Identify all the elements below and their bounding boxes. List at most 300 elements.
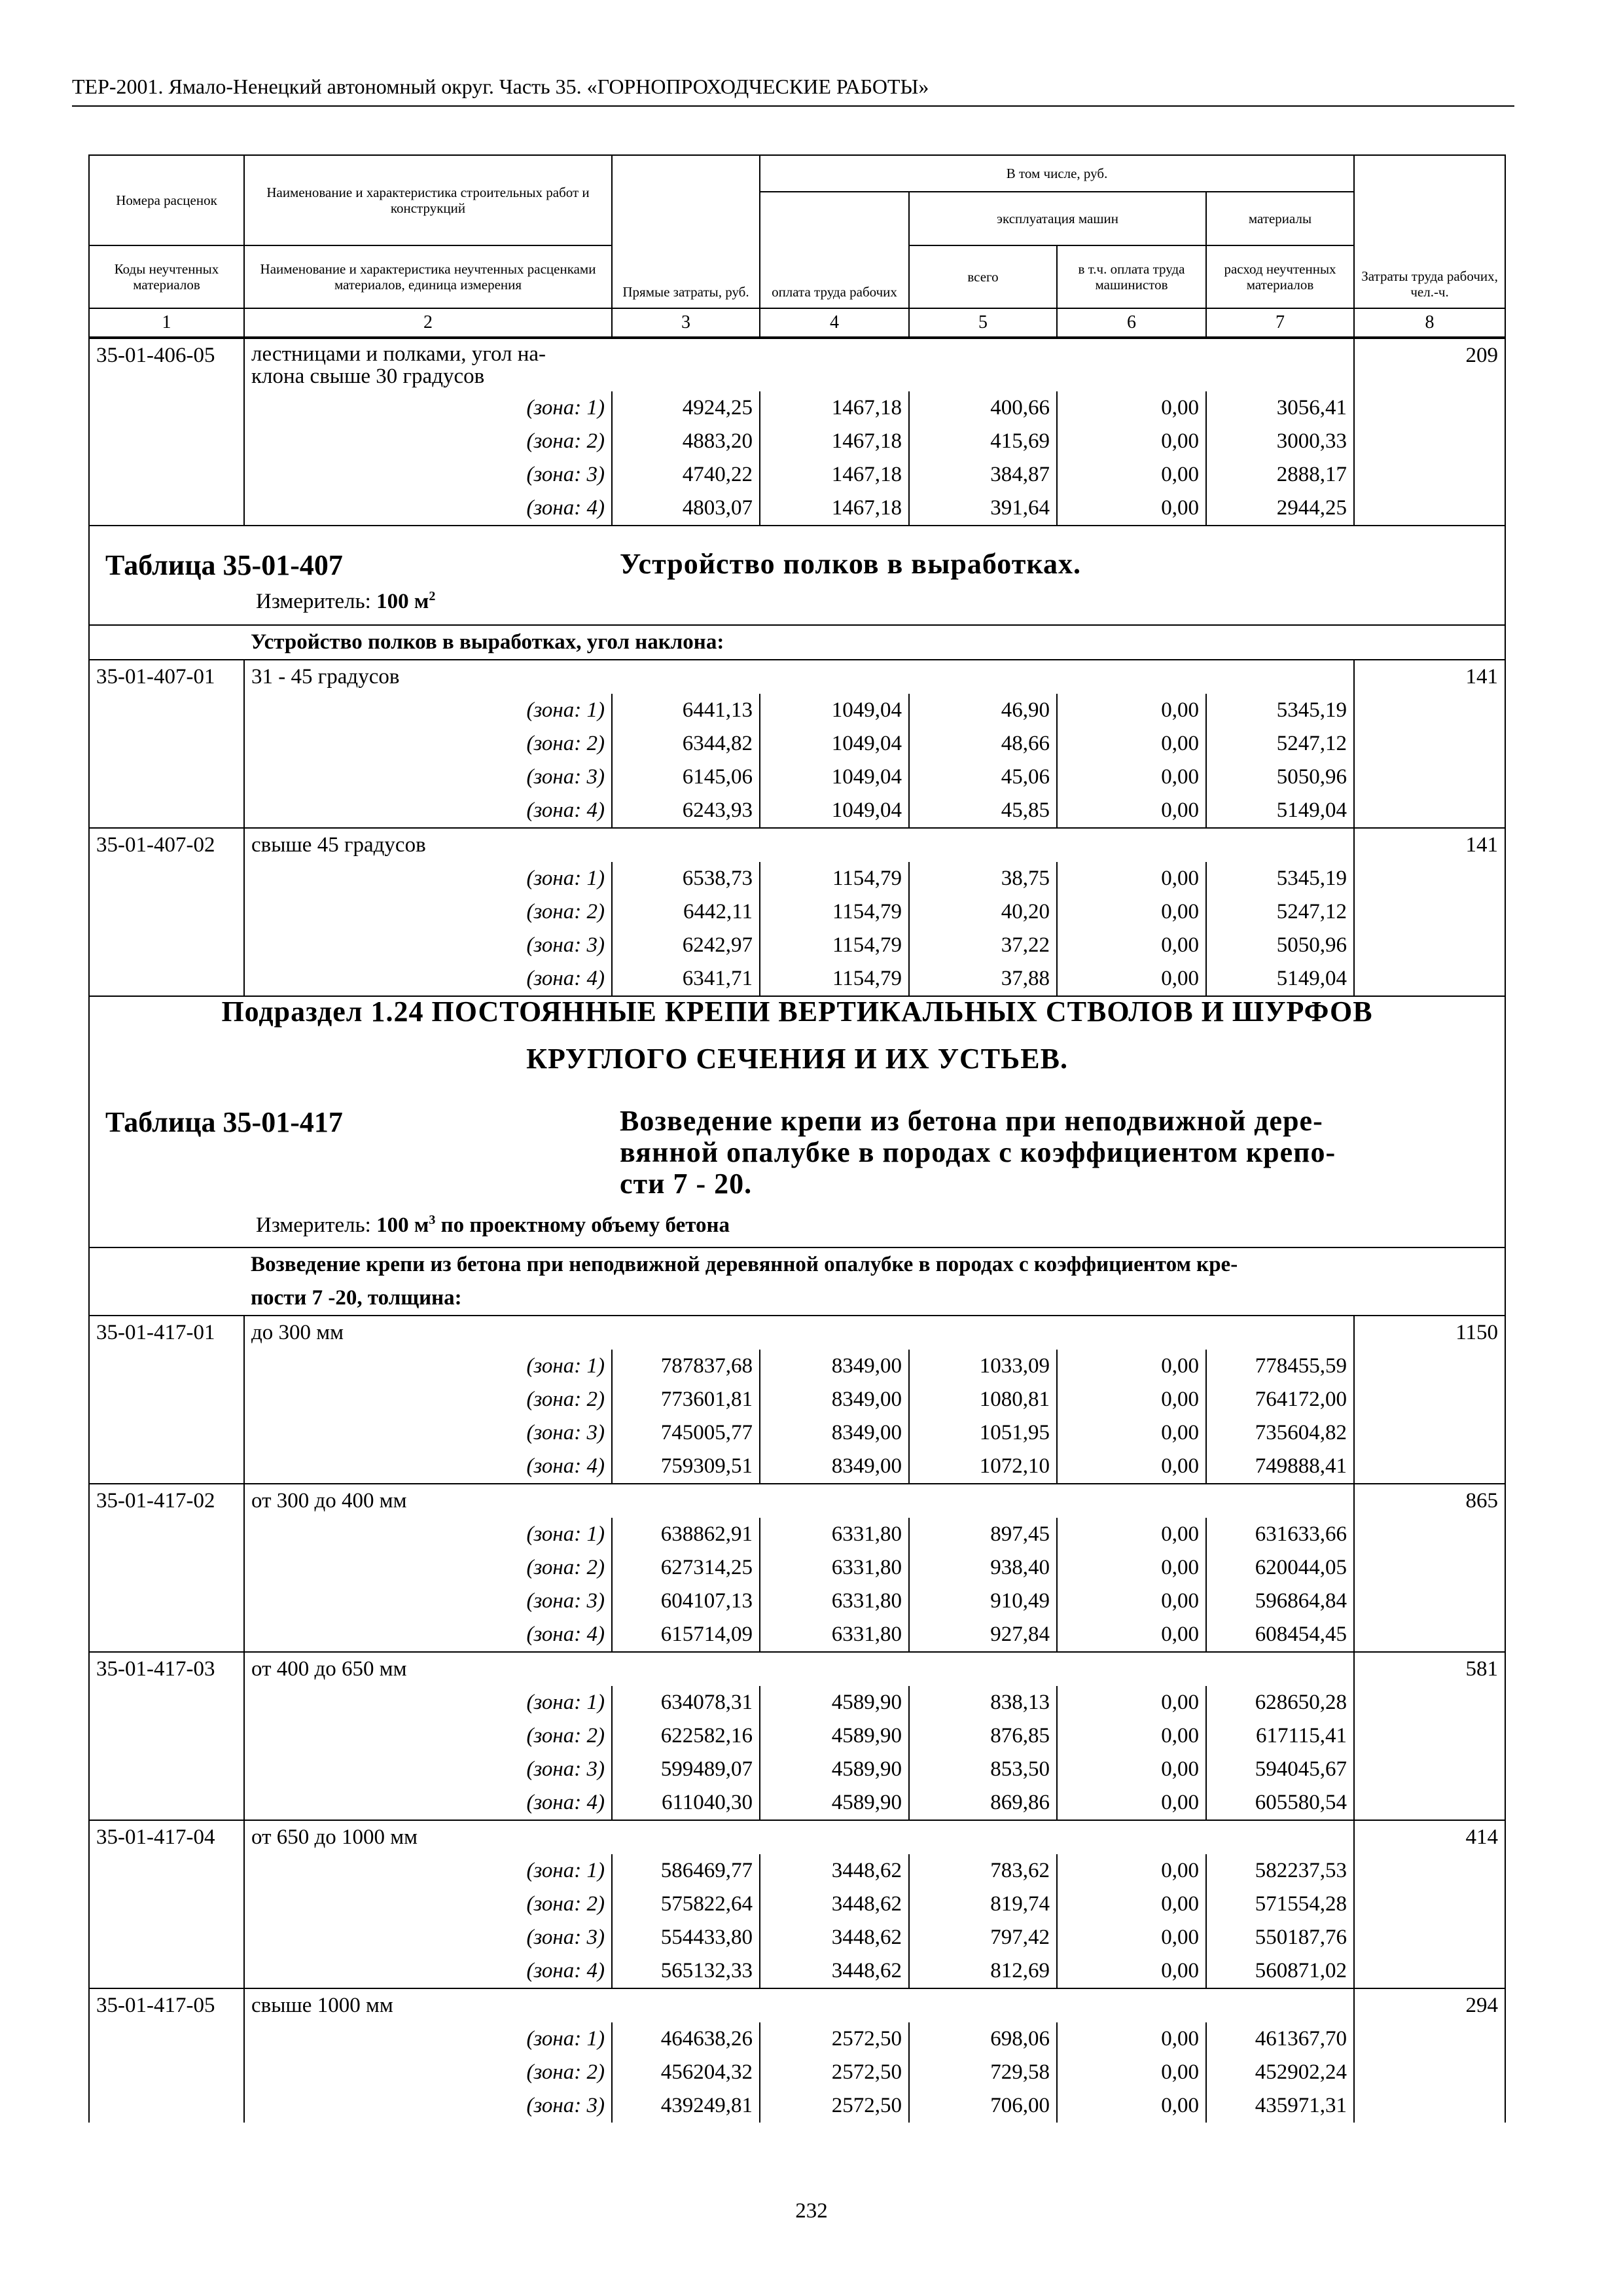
rate-code: 35-01-417-04 (90, 1820, 244, 1988)
machines-total: 48,66 (909, 727, 1057, 761)
wages: 1467,18 (760, 391, 909, 425)
header-rule (72, 105, 1514, 107)
labor-empty (1354, 1954, 1505, 1988)
rate-row (90, 1484, 1505, 1518)
direct-cost: 615714,09 (612, 1618, 760, 1652)
wages: 1049,04 (760, 694, 909, 727)
wages: 2572,50 (760, 2022, 909, 2056)
zone-row (90, 1350, 1505, 1383)
rate-name: до 300 мм (244, 1316, 1354, 1350)
rate-row (90, 1316, 1505, 1350)
col-num: 3 (612, 308, 760, 337)
column-numbers-row (90, 308, 1505, 337)
materials: 571554,28 (1206, 1888, 1354, 1921)
direct-cost: 6242,97 (612, 929, 760, 962)
labor-empty (1354, 2022, 1505, 2056)
labor-empty (1354, 2089, 1505, 2123)
rate-name (244, 338, 1354, 391)
table-407-title: Устройство полков в выработках. (620, 548, 1082, 580)
direct-cost: 611040,30 (612, 1786, 760, 1820)
zone-label: (зона: 2) (244, 425, 612, 458)
machinist-wages: 0,00 (1057, 1416, 1206, 1450)
machinist-wages: 0,00 (1057, 391, 1206, 425)
rows-417 (90, 1247, 1505, 2123)
col-header-including: В том числе, руб. (760, 155, 1354, 192)
rate-code: 35-01-406-05 (90, 338, 244, 525)
zone-label: (зона: 2) (244, 1888, 612, 1921)
materials: 3056,41 (1206, 391, 1354, 425)
machinist-wages: 0,00 (1057, 694, 1206, 727)
materials: 594045,67 (1206, 1753, 1354, 1786)
zone-label: (зона: 4) (244, 962, 612, 996)
labor-empty (1354, 425, 1505, 458)
wages: 1154,79 (760, 862, 909, 895)
direct-cost: 787837,68 (612, 1350, 760, 1383)
direct-cost: 638862,91 (612, 1518, 760, 1551)
table-407-group-caption: Устройство полков в выработках, угол наклона: (244, 625, 1505, 660)
col-header-machines-total: всего (909, 245, 1057, 308)
labor-empty (1354, 1618, 1505, 1652)
labor-empty (1354, 862, 1505, 895)
machines-total: 1072,10 (909, 1450, 1057, 1484)
rate-name: свыше 1000 мм (244, 1988, 1354, 2022)
rate-code: 35-01-407-01 (90, 660, 244, 828)
machinist-wages: 0,00 (1057, 1854, 1206, 1888)
materials: 620044,05 (1206, 1551, 1354, 1585)
labor-empty (1354, 1383, 1505, 1416)
machines-total: 37,22 (909, 929, 1057, 962)
table-417-group-caption (244, 1247, 1505, 1316)
rate-name-line: клона свыше 30 градусов (251, 365, 485, 388)
zone-label: (зона: 3) (244, 761, 612, 794)
labor-empty (1354, 1921, 1505, 1954)
rate-row (90, 1652, 1505, 1686)
machines-total: 876,85 (909, 1719, 1057, 1753)
labor-empty (1354, 1888, 1505, 1921)
zone-label: (зона: 3) (244, 1585, 612, 1618)
wages: 8349,00 (760, 1416, 909, 1450)
rows-407 (90, 624, 1505, 996)
labor-empty (1354, 458, 1505, 492)
labor-cost: 209 (1354, 338, 1505, 391)
labor-cost: 414 (1354, 1820, 1505, 1854)
machines-total: 45,06 (909, 761, 1057, 794)
rate-name: свыше 45 градусов (244, 828, 1354, 862)
wages: 2572,50 (760, 2089, 909, 2123)
machines-total: 706,00 (909, 2089, 1057, 2123)
zone-row (90, 962, 1505, 996)
col-header-direct-cost: Прямые затраты, руб. (612, 155, 760, 308)
wages: 1049,04 (760, 727, 909, 761)
machines-total: 838,13 (909, 1686, 1057, 1719)
machines-total: 853,50 (909, 1753, 1057, 1786)
zone-row (90, 2022, 1505, 2056)
machinist-wages: 0,00 (1057, 727, 1206, 761)
col-header-wages: оплата труда рабочих (760, 192, 909, 308)
rows-406 (90, 338, 1505, 525)
rate-row (90, 660, 1505, 694)
wages: 1154,79 (760, 929, 909, 962)
table-417-meter (256, 1213, 730, 1238)
direct-cost: 6243,93 (612, 794, 760, 828)
zone-row (90, 1383, 1505, 1416)
labor-empty (1354, 1551, 1505, 1585)
machinist-wages: 0,00 (1057, 1921, 1206, 1954)
zone-row (90, 391, 1505, 425)
labor-empty (1354, 694, 1505, 727)
machines-total: 1051,95 (909, 1416, 1057, 1450)
labor-empty (1354, 1786, 1505, 1820)
materials: 5247,12 (1206, 727, 1354, 761)
meter-label: Измеритель: (256, 1213, 371, 1237)
col-header-material-use: расход неучтенных материалов (1206, 245, 1354, 308)
group-row (90, 1247, 1505, 1316)
materials: 631633,66 (1206, 1518, 1354, 1551)
labor-cost: 141 (1354, 660, 1505, 694)
materials: 608454,45 (1206, 1618, 1354, 1652)
zone-row (90, 1719, 1505, 1753)
wages: 1049,04 (760, 794, 909, 828)
zone-row (90, 1551, 1505, 1585)
labor-empty (1354, 761, 1505, 794)
col-num: 4 (760, 308, 909, 337)
price-table (88, 154, 1506, 2123)
materials: 560871,02 (1206, 1954, 1354, 1988)
labor-cost: 865 (1354, 1484, 1505, 1518)
zone-label: (зона: 2) (244, 1551, 612, 1585)
machines-total: 415,69 (909, 425, 1057, 458)
materials: 435971,31 (1206, 2089, 1354, 2123)
materials: 5345,19 (1206, 862, 1354, 895)
zone-label: (зона: 2) (244, 2056, 612, 2089)
section-124-title-block (90, 996, 1505, 1247)
wages: 3448,62 (760, 1954, 909, 1988)
direct-cost: 745005,77 (612, 1416, 760, 1450)
wages: 6331,80 (760, 1618, 909, 1652)
machinist-wages: 0,00 (1057, 1786, 1206, 1820)
machines-total: 783,62 (909, 1854, 1057, 1888)
materials: 5345,19 (1206, 694, 1354, 727)
table-407-title-block (90, 525, 1505, 624)
rate-code: 35-01-417-03 (90, 1652, 244, 1820)
labor-empty (1354, 1416, 1505, 1450)
materials: 749888,41 (1206, 1450, 1354, 1484)
meter-value: 100 м (376, 590, 429, 613)
machinist-wages: 0,00 (1057, 1719, 1206, 1753)
wages: 1467,18 (760, 425, 909, 458)
rate-row (90, 338, 1505, 391)
materials: 5050,96 (1206, 761, 1354, 794)
direct-cost: 634078,31 (612, 1686, 760, 1719)
machinist-wages: 0,00 (1057, 929, 1206, 962)
direct-cost: 6145,06 (612, 761, 760, 794)
materials: 452902,24 (1206, 2056, 1354, 2089)
zone-label: (зона: 2) (244, 1383, 612, 1416)
machinist-wages: 0,00 (1057, 2022, 1206, 2056)
machinist-wages: 0,00 (1057, 1585, 1206, 1618)
zone-label: (зона: 3) (244, 1921, 612, 1954)
zone-label: (зона: 2) (244, 727, 612, 761)
machinist-wages: 0,00 (1057, 1954, 1206, 1988)
rate-row (90, 828, 1505, 862)
rate-name: 31 - 45 градусов (244, 660, 1354, 694)
col-header-name: Наименование и характеристика строительных работ и конструкций (244, 155, 612, 245)
zone-label: (зона: 1) (244, 1350, 612, 1383)
zone-label: (зона: 2) (244, 1719, 612, 1753)
zone-row (90, 1618, 1505, 1652)
zone-label: (зона: 3) (244, 1753, 612, 1786)
direct-cost: 6341,71 (612, 962, 760, 996)
machines-total: 729,58 (909, 2056, 1057, 2089)
zone-label: (зона: 3) (244, 1416, 612, 1450)
wages: 4589,90 (760, 1753, 909, 1786)
zone-label: (зона: 1) (244, 2022, 612, 2056)
zone-label: (зона: 3) (244, 2089, 612, 2123)
col-header-machines: эксплуатация машин (909, 192, 1206, 245)
machinist-wages: 0,00 (1057, 1551, 1206, 1585)
group-caption-line: Возведение крепи из бетона при неподвижной деревянной опалубке в породах с коэффициентом кре- (251, 1253, 1238, 1276)
zone-label: (зона: 4) (244, 794, 612, 828)
zone-row (90, 2089, 1505, 2123)
machinist-wages: 0,00 (1057, 458, 1206, 492)
machines-total: 698,06 (909, 2022, 1057, 2056)
zone-row (90, 1518, 1505, 1551)
direct-cost: 622582,16 (612, 1719, 760, 1753)
machines-total: 927,84 (909, 1618, 1057, 1652)
machines-total: 38,75 (909, 862, 1057, 895)
wages: 3448,62 (760, 1854, 909, 1888)
materials: 617115,41 (1206, 1719, 1354, 1753)
labor-empty (1354, 895, 1505, 929)
zone-row (90, 1888, 1505, 1921)
table-417-title-line: вянной опалубке в породах с коэффициентом крепо- (620, 1136, 1336, 1168)
wages: 6331,80 (760, 1585, 909, 1618)
col-num: 5 (909, 308, 1057, 337)
machines-total: 384,87 (909, 458, 1057, 492)
zone-row (90, 895, 1505, 929)
wages: 3448,62 (760, 1888, 909, 1921)
direct-cost: 4803,07 (612, 492, 760, 525)
wages: 4589,90 (760, 1786, 909, 1820)
zone-row (90, 1786, 1505, 1820)
meter-tail: по проектному объему бетона (435, 1213, 730, 1237)
col-num: 1 (90, 308, 244, 337)
col-header-materials: материалы (1206, 192, 1354, 245)
section-title-line1: Подраздел 1.24 ПОСТОЯННЫЕ КРЕПИ ВЕРТИКАЛЬНЫХ СТВОЛОВ И ШУРФОВ (221, 996, 1373, 1028)
direct-cost: 759309,51 (612, 1450, 760, 1484)
labor-empty (1354, 962, 1505, 996)
zone-label: (зона: 1) (244, 694, 612, 727)
table-407-meter (256, 589, 435, 614)
rate-row (90, 1988, 1505, 2022)
rate-code: 35-01-417-01 (90, 1316, 244, 1484)
wages: 1049,04 (760, 761, 909, 794)
zone-row (90, 1753, 1505, 1786)
labor-empty (1354, 794, 1505, 828)
machinist-wages: 0,00 (1057, 1888, 1206, 1921)
machines-total: 400,66 (909, 391, 1057, 425)
wages: 1467,18 (760, 458, 909, 492)
machines-total: 797,42 (909, 1921, 1057, 1954)
group-row (90, 625, 1505, 660)
zone-label: (зона: 4) (244, 1786, 612, 1820)
zone-row (90, 1416, 1505, 1450)
labor-empty (1354, 2056, 1505, 2089)
rate-code: 35-01-407-02 (90, 828, 244, 996)
col-num: 7 (1206, 308, 1354, 337)
wages: 6331,80 (760, 1551, 909, 1585)
materials: 2944,25 (1206, 492, 1354, 525)
zone-row (90, 458, 1505, 492)
labor-empty (1354, 391, 1505, 425)
machinist-wages: 0,00 (1057, 1618, 1206, 1652)
machines-total: 869,86 (909, 1786, 1057, 1820)
machinist-wages: 0,00 (1057, 1686, 1206, 1719)
direct-cost: 4924,25 (612, 391, 760, 425)
zone-label: (зона: 1) (244, 391, 612, 425)
machinist-wages: 0,00 (1057, 962, 1206, 996)
wages: 8349,00 (760, 1350, 909, 1383)
materials: 764172,00 (1206, 1383, 1354, 1416)
zone-label: (зона: 1) (244, 1854, 612, 1888)
wages: 1467,18 (760, 492, 909, 525)
labor-empty (1354, 1719, 1505, 1753)
zone-row (90, 492, 1505, 525)
zone-label: (зона: 3) (244, 458, 612, 492)
materials: 596864,84 (1206, 1585, 1354, 1618)
meter-label: Измеритель: (256, 590, 371, 613)
zone-row (90, 2056, 1505, 2089)
machines-total: 45,85 (909, 794, 1057, 828)
table-407-number: Таблица 35-01-407 (105, 549, 343, 581)
zone-label: (зона: 1) (244, 1686, 612, 1719)
zone-row (90, 1585, 1505, 1618)
table-417-title-line: сти 7 - 20. (620, 1168, 753, 1200)
labor-empty (1354, 1350, 1505, 1383)
group-caption-line: пости 7 -20, толщина: (251, 1286, 462, 1310)
wages: 1154,79 (760, 895, 909, 929)
machines-total: 938,40 (909, 1551, 1057, 1585)
meter-value: 100 м (376, 1213, 429, 1237)
machinist-wages: 0,00 (1057, 2056, 1206, 2089)
zone-row (90, 694, 1505, 727)
machines-total: 1080,81 (909, 1383, 1057, 1416)
machinist-wages: 0,00 (1057, 1383, 1206, 1416)
materials: 778455,59 (1206, 1350, 1354, 1383)
labor-empty (1354, 1854, 1505, 1888)
direct-cost: 6344,82 (612, 727, 760, 761)
zone-label: (зона: 4) (244, 1450, 612, 1484)
labor-empty (1354, 929, 1505, 962)
zone-row (90, 1686, 1505, 1719)
labor-empty (1354, 1585, 1505, 1618)
direct-cost: 627314,25 (612, 1551, 760, 1585)
materials: 5050,96 (1206, 929, 1354, 962)
direct-cost: 604107,13 (612, 1585, 760, 1618)
wages: 8349,00 (760, 1450, 909, 1484)
wages: 1154,79 (760, 962, 909, 996)
machines-total: 1033,09 (909, 1350, 1057, 1383)
section-title-line2: КРУГЛОГО СЕЧЕНИЯ И ИХ УСТЬЕВ. (526, 1043, 1068, 1075)
zone-row (90, 727, 1505, 761)
direct-cost: 586469,77 (612, 1854, 760, 1888)
rate-code: 35-01-417-02 (90, 1484, 244, 1652)
rate-name: от 300 до 400 мм (244, 1484, 1354, 1518)
materials: 5247,12 (1206, 895, 1354, 929)
direct-cost: 4883,20 (612, 425, 760, 458)
machines-total: 46,90 (909, 694, 1057, 727)
wages: 6331,80 (760, 1518, 909, 1551)
zone-label: (зона: 1) (244, 1518, 612, 1551)
direct-cost: 565132,33 (612, 1954, 760, 1988)
zone-label: (зона: 3) (244, 929, 612, 962)
machinist-wages: 0,00 (1057, 425, 1206, 458)
direct-cost: 456204,32 (612, 2056, 760, 2089)
materials: 550187,76 (1206, 1921, 1354, 1954)
machinist-wages: 0,00 (1057, 895, 1206, 929)
page-number: 232 (795, 2199, 828, 2223)
machines-total: 37,88 (909, 962, 1057, 996)
rate-name-line: лестницами и полками, угол на- (251, 342, 546, 366)
labor-empty (1354, 492, 1505, 525)
zone-label: (зона: 4) (244, 1618, 612, 1652)
table-417-title (620, 1105, 1336, 1200)
rate-code: 35-01-417-05 (90, 1988, 244, 2123)
machinist-wages: 0,00 (1057, 1450, 1206, 1484)
zone-row (90, 1854, 1505, 1888)
zone-label: (зона: 4) (244, 492, 612, 525)
labor-empty (1354, 727, 1505, 761)
zone-label: (зона: 4) (244, 1954, 612, 1988)
direct-cost: 6442,11 (612, 895, 760, 929)
col-header-material-names: Наименование и характеристика неучтенных расценками материалов, единица измерения (244, 245, 612, 308)
wages: 4589,90 (760, 1686, 909, 1719)
direct-cost: 575822,64 (612, 1888, 760, 1921)
machinist-wages: 0,00 (1057, 1753, 1206, 1786)
direct-cost: 6538,73 (612, 862, 760, 895)
rate-name: от 400 до 650 мм (244, 1652, 1354, 1686)
labor-empty (1354, 1450, 1505, 1484)
meter-unit-power: 2 (429, 589, 436, 603)
labor-empty (1354, 1518, 1505, 1551)
materials: 582237,53 (1206, 1854, 1354, 1888)
meter-unit-power: 3 (429, 1213, 436, 1227)
labor-cost: 294 (1354, 1988, 1505, 2022)
zone-row (90, 929, 1505, 962)
direct-cost: 6441,13 (612, 694, 760, 727)
machinist-wages: 0,00 (1057, 794, 1206, 828)
direct-cost: 599489,07 (612, 1753, 760, 1786)
zone-row (90, 862, 1505, 895)
zone-row (90, 1450, 1505, 1484)
materials: 5149,04 (1206, 794, 1354, 828)
table-header (90, 154, 1505, 338)
materials: 628650,28 (1206, 1686, 1354, 1719)
machinist-wages: 0,00 (1057, 492, 1206, 525)
wages: 4589,90 (760, 1719, 909, 1753)
machinist-wages: 0,00 (1057, 862, 1206, 895)
labor-cost: 581 (1354, 1652, 1505, 1686)
zone-row (90, 425, 1505, 458)
zone-row (90, 794, 1505, 828)
col-num: 8 (1354, 308, 1505, 337)
materials: 5149,04 (1206, 962, 1354, 996)
col-header-codes: Номера расценок (90, 155, 244, 245)
machines-total: 819,74 (909, 1888, 1057, 1921)
running-header: ТЕР-2001. Ямало-Ненецкий автономный округ. Часть 35. «ГОРНОПРОХОДЧЕСКИЕ РАБОТЫ» (72, 75, 929, 98)
machines-total: 391,64 (909, 492, 1057, 525)
machines-total: 910,49 (909, 1585, 1057, 1618)
